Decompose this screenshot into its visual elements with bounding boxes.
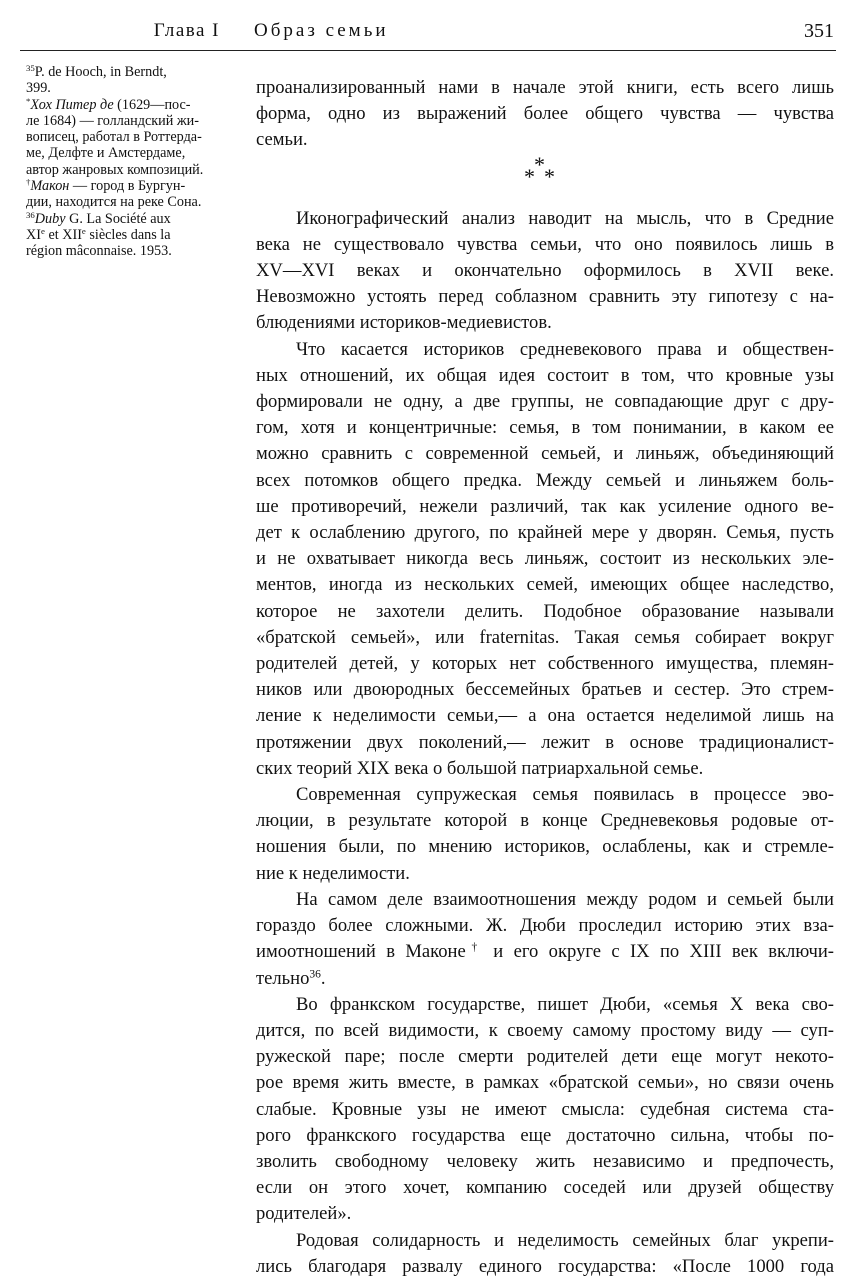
- chapter-title: Образ семьи: [254, 20, 389, 41]
- text-line: [256, 1201, 834, 1227]
- text-run: дии, находится на реке Сона.: [26, 194, 202, 211]
- italic-text: Макон: [30, 178, 70, 195]
- text-line: [256, 966, 834, 992]
- text-line: [26, 243, 236, 259]
- text-run: дится, по всей видимости, к своему самому простому виду — суп-: [256, 1019, 834, 1041]
- text-line: [256, 703, 834, 729]
- text-line: [256, 730, 834, 756]
- text-line: [256, 756, 834, 782]
- text-run: гом, хотя и концентричные: семья, в том понимании, в каком ее: [256, 417, 834, 439]
- text-run: люции, в результате которой в конце Средневековья родовые от-: [256, 810, 834, 832]
- text-line: [26, 97, 236, 113]
- text-line: [26, 129, 236, 145]
- text-run: ных отношений, их общая идея состоит в том, что кровные узы: [256, 364, 834, 386]
- superscript-mark: e: [40, 226, 45, 237]
- text-run: можно сравнить с современной семьей, и линьяж, объединяющий: [256, 443, 834, 465]
- text-line: [256, 441, 834, 467]
- text-run: région mâconnaise. 1953.: [26, 243, 172, 260]
- text-line: [256, 546, 834, 572]
- superscript-mark: †: [26, 177, 31, 188]
- text-run: .: [320, 967, 326, 989]
- text-run: проанализированный нами в начале этой книги, есть всего лишь: [256, 77, 834, 98]
- text-run: ников или двоюродных бессемейных братьев и сестер. Это стрем-: [256, 679, 834, 701]
- text-run: Во франкском государстве, пишет Дюби, «семья X века сво-: [296, 993, 834, 1015]
- superscript-mark: 35: [26, 63, 35, 74]
- text-run: ружеской паре; после смерти родителей дети еще могут некото-: [256, 1046, 834, 1068]
- text-line: [256, 363, 834, 389]
- text-run: рое время жить вместе, в рамках «братской семьи», но связи очень: [256, 1072, 834, 1094]
- text-line: [256, 782, 834, 808]
- text-run: Что касается историков средневекового права и обществен-: [296, 338, 834, 360]
- text-run: ских теорий XIX века о большой патриархальной семье.: [256, 757, 704, 779]
- text-line: [256, 1149, 834, 1175]
- main-text: [256, 75, 834, 1280]
- text-run: автор жанровых композиций.: [26, 161, 204, 178]
- text-run: 399.: [26, 80, 51, 97]
- text-run: имоотношений в Маконе: [256, 941, 466, 963]
- superscript-mark: †: [465, 941, 483, 954]
- text-line: [256, 494, 834, 520]
- paragraph: [256, 887, 834, 992]
- text-run: На самом деле взаимоотношения между родом и семьей были: [296, 888, 834, 910]
- text-line: [256, 677, 834, 703]
- text-run: XV—XVI веках и окончательно оформилось в XVII веке.: [256, 260, 834, 282]
- text-line: [256, 651, 834, 677]
- text-run: et XII: [44, 226, 82, 243]
- text-line: [256, 599, 834, 625]
- text-run: XI: [26, 226, 41, 243]
- text-run: родителей детей, у которых нет собственного имущества, племян-: [256, 653, 834, 675]
- text-line: [26, 211, 236, 227]
- text-line: [256, 389, 834, 415]
- paragraph: [256, 75, 834, 154]
- text-run: рого франкского государства еще достаточно сильна, чтобы по-: [256, 1124, 834, 1146]
- text-line: [26, 227, 236, 243]
- text-run: лись благодаря развалу единого государства: «После 1000 года: [256, 1255, 834, 1277]
- text-run: Современная супружеская семья появилась в процессе эво-: [296, 784, 834, 806]
- text-line: [256, 572, 834, 598]
- text-line: [26, 64, 236, 80]
- text-line: [256, 337, 834, 363]
- text-line: [256, 206, 834, 232]
- text-run: если он этого хочет, компанию соседей или друзей обществу: [256, 1177, 834, 1199]
- text-line: [26, 80, 236, 96]
- header-rule: [20, 50, 836, 51]
- text-run: Невозможно устоять перед соблазном сравнить эту гипотезу с на-: [256, 286, 834, 308]
- text-run: которое не захотели делить. Подобное образование называли: [256, 600, 834, 622]
- text-run: «братской семьей», или fraternitas. Такая семья собирает вокруг: [256, 626, 834, 648]
- text-line: [256, 861, 834, 887]
- asterisk: *: [524, 163, 535, 189]
- text-line: [26, 162, 236, 178]
- text-run: вописец, работал в Роттерда-: [26, 129, 202, 146]
- text-line: [26, 113, 236, 129]
- text-line: [256, 1070, 834, 1096]
- text-line: [256, 232, 834, 258]
- paragraph: [256, 782, 834, 887]
- text-run: Родовая солидарность и неделимость семейных благ укрепи-: [296, 1229, 834, 1251]
- text-run: протяжении двух поколений,— лежит в основе традиционалист-: [256, 731, 834, 753]
- text-line: [256, 992, 834, 1018]
- text-run: формировали не одну, а две группы, не совпадающие друг с дру-: [256, 391, 834, 413]
- text-run: ме, Делфте и Амстердаме,: [26, 145, 186, 162]
- italic-text: Хох Питер де: [30, 96, 114, 113]
- text-line: [256, 625, 834, 651]
- text-run: слабые. Кровные узы не имеют смысла: судебная система ста-: [256, 1098, 834, 1120]
- text-line: [256, 887, 834, 913]
- text-line: [256, 258, 834, 284]
- text-line: [256, 127, 834, 153]
- text-run: семьи.: [256, 129, 308, 151]
- asterisk: *: [544, 163, 555, 189]
- text-run: (1629—пос-: [113, 96, 191, 113]
- superscript-mark: e: [81, 226, 86, 237]
- text-run: ше противоречий, нежели различий, так как усиление одного ве-: [256, 495, 834, 517]
- text-run: G. La Société aux: [65, 210, 171, 227]
- text-run: форма, одно из выражений более общего чувства — чувства: [256, 103, 834, 125]
- paragraph: [256, 1228, 834, 1280]
- margin-note: [26, 178, 236, 211]
- text-run: гораздо более сложными. Ж. Дюби проследил историю этих вза-: [256, 915, 834, 937]
- margin-note: [26, 97, 236, 178]
- text-line: [256, 468, 834, 494]
- text-line: [256, 1018, 834, 1044]
- text-run: Иконографический анализ наводит на мысль, что в Средние: [296, 207, 834, 229]
- text-line: [256, 834, 834, 860]
- page-number: 351: [804, 20, 834, 42]
- text-run: всех потомков общего предка. Между семьей и линьяжем боль-: [256, 469, 834, 491]
- text-run: — город в Бургун-: [69, 178, 186, 195]
- text-line: [256, 1254, 834, 1280]
- chapter-label: Глава I: [153, 20, 220, 41]
- margin-notes: [26, 64, 236, 260]
- margin-note: [26, 211, 236, 260]
- text-line: [256, 415, 834, 441]
- text-run: ление к неделимости семьи,— а она остается неделимой лишь на: [256, 705, 834, 727]
- asterisk: *: [534, 151, 545, 177]
- text-run: ние к неделимости.: [256, 862, 410, 884]
- text-line: [256, 1123, 834, 1149]
- text-line: [256, 1097, 834, 1123]
- paragraph: [256, 337, 834, 782]
- text-run: блюдениями историков-медиевистов.: [256, 312, 552, 334]
- text-line: [256, 1228, 834, 1254]
- text-line: [256, 808, 834, 834]
- text-line: [26, 178, 236, 194]
- text-line: [256, 913, 834, 939]
- text-line: [26, 194, 236, 210]
- text-line: [256, 101, 834, 127]
- text-line: [256, 284, 834, 310]
- text-line: [256, 310, 834, 336]
- superscript-mark: 36: [26, 209, 35, 220]
- paragraph: [256, 206, 834, 337]
- text-run: зволить свободному человеку жить независимо и предпочесть,: [256, 1150, 834, 1172]
- text-run: и его округе с IX по XIII век включи-: [482, 941, 835, 963]
- text-run: тельно: [256, 967, 310, 989]
- text-run: дет к ослаблению другого, по крайней мере у дворян. Семья, пусть: [256, 522, 834, 544]
- text-run: siècles dans la: [85, 226, 171, 243]
- superscript-mark: 36: [309, 968, 321, 981]
- margin-note: [26, 64, 236, 97]
- text-line: [256, 1044, 834, 1070]
- text-before-break: [256, 75, 834, 154]
- italic-text: Duby: [34, 210, 66, 227]
- superscript-mark: *: [26, 95, 31, 106]
- text-run: века не существовало чувства семьи, что оно появилось лишь в: [256, 233, 834, 255]
- text-run: ле 1684) — голландский жи-: [26, 112, 199, 129]
- text-run: ношения были, по мнению историков, ослаблены, как и стремле-: [256, 836, 834, 858]
- section-break: [256, 151, 834, 206]
- text-run: P. de Hooch, in Berndt,: [34, 64, 167, 80]
- running-header: [0, 0, 854, 50]
- text-line: [256, 75, 834, 101]
- text-after-break: [256, 206, 834, 1280]
- text-line: [256, 520, 834, 546]
- text-line: [256, 1175, 834, 1201]
- text-run: ментов, иногда из нескольких семей, имеющих общее наследство,: [256, 574, 834, 596]
- text-line: [26, 145, 236, 161]
- paragraph: [256, 992, 834, 1228]
- text-run: родителей».: [256, 1203, 352, 1225]
- text-line: [256, 939, 834, 965]
- text-run: и не охватывает никогда весь линьяж, состоит из нескольких эле-: [256, 548, 834, 570]
